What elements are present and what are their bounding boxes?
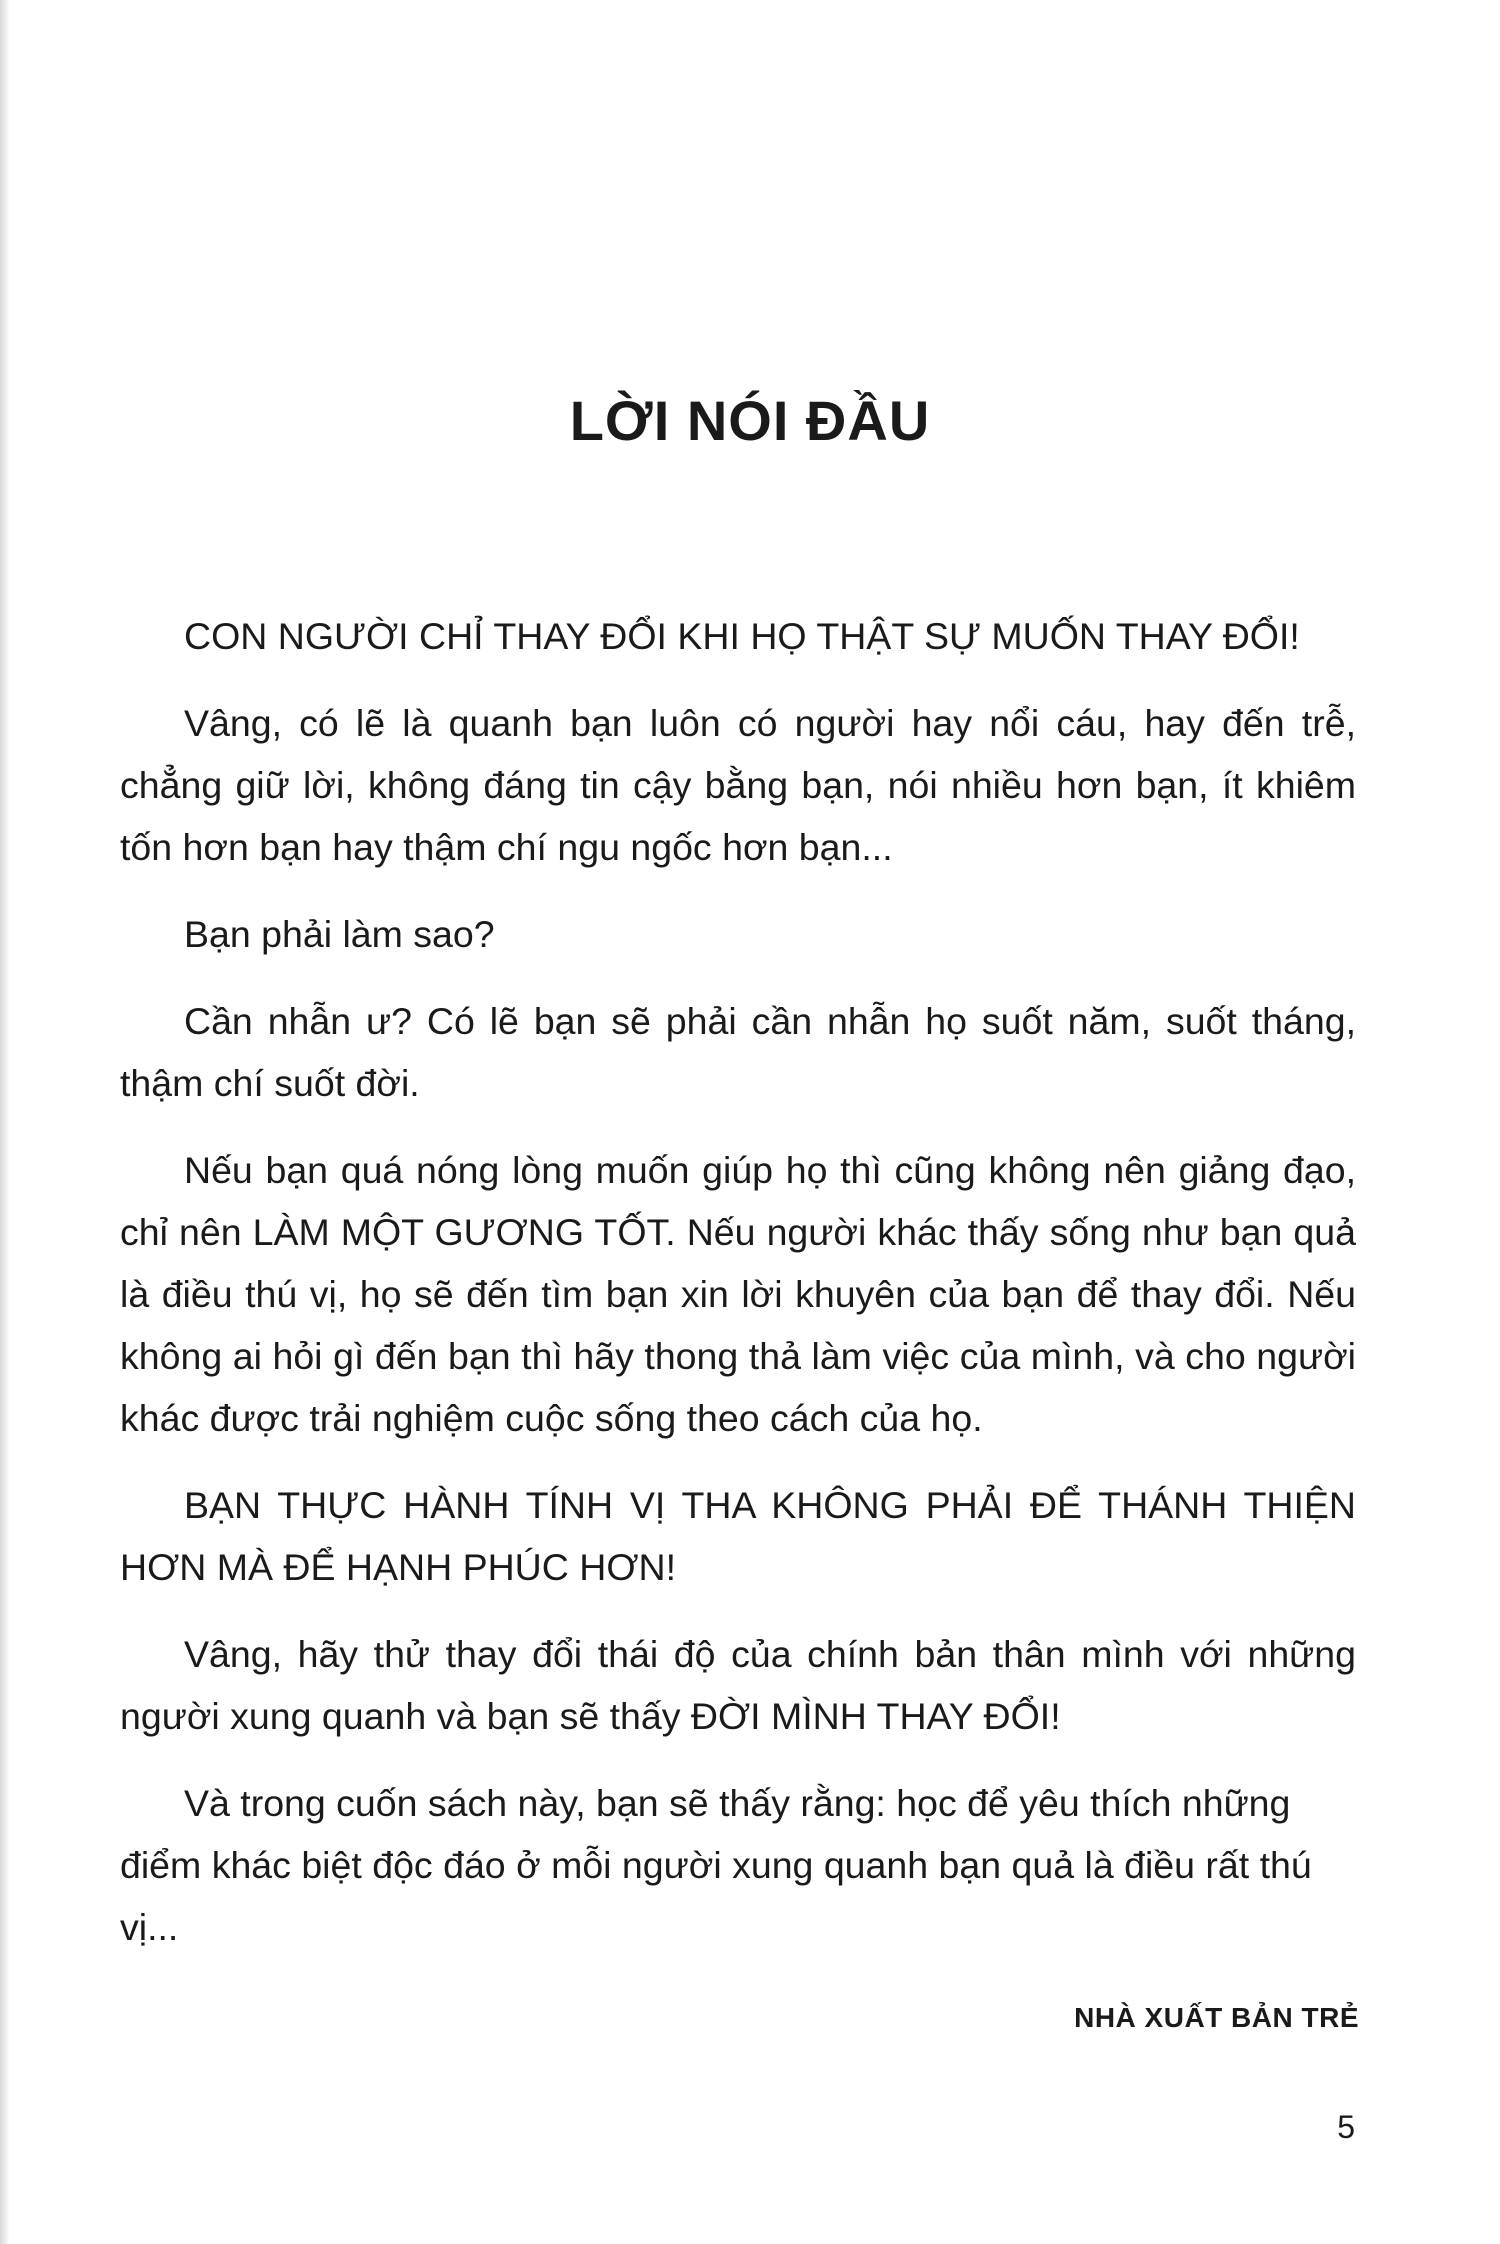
page-binding-edge xyxy=(0,0,10,2244)
paragraph-4: Cần nhẫn ư? Có lẽ bạn sẽ phải cần nhẫn họ suốt năm, suốt tháng, thậm chí suốt đời. xyxy=(120,1000,1356,1104)
page-title: LỜI NÓI ĐẦU xyxy=(569,389,931,452)
paragraph-1: CON NGƯỜI CHỈ THAY ĐỔI KHI HỌ THẬT SỰ MUỐN THAY ĐỔI! xyxy=(184,615,1300,657)
page-number: 5 xyxy=(1337,2109,1355,2145)
paragraph-8: Và trong cuốn sách này, bạn sẽ thấy rằng: học để yêu thích những điểm khác biệt độc đáo ở mỗi người xung quanh bạn quả là điều rất thú vị... xyxy=(120,1782,1312,1948)
paragraph-2: Vâng, có lẽ là quanh bạn luôn có người hay nổi cáu, hay đến trễ, chẳng giữ lời, không đáng tin cậy bằng bạn, nói nhiều hơn bạn, ít khiêm tốn hơn bạn hay thậm chí ngu ngốc hơn bạn... xyxy=(120,702,1356,868)
paragraph-5: Nếu bạn quá nóng lòng muốn giúp họ thì cũng không nên giảng đạo, chỉ nên LÀM MỘT GƯƠNG TỐT. Nếu người khác thấy sống như bạn quả là điều thú vị, họ sẽ đến tìm bạn xin lời khuyên của bạn để thay đổi. Nếu không ai hỏi gì đến bạn thì hãy thong thả làm việc của mình, và cho người khác được trải nghiệm cuộc sống theo cách của họ. xyxy=(120,1149,1356,1439)
paragraph-3: Bạn phải làm sao? xyxy=(184,913,495,955)
paragraph-6: BẠN THỰC HÀNH TÍNH VỊ THA KHÔNG PHẢI ĐỂ THÁNH THIỆN HƠN MÀ ĐỂ HẠNH PHÚC HƠN! xyxy=(120,1484,1356,1588)
publisher-signature: NHÀ XUẤT BẢN TRẺ xyxy=(1074,2002,1359,2033)
paragraph-7: Vâng, hãy thử thay đổi thái độ của chính bản thân mình với những người xung quanh và bạn sẽ thấy ĐỜI MÌNH THAY ĐỔI! xyxy=(120,1633,1356,1737)
preface-body xyxy=(120,605,1356,1983)
